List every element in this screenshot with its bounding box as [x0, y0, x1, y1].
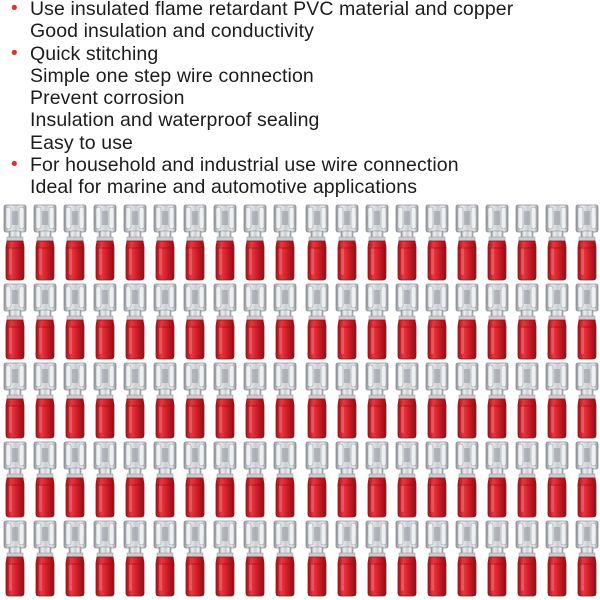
terminal-image — [214, 284, 236, 359]
feature-list — [11, 0, 600, 199]
terminal-image — [336, 205, 358, 280]
terminal-image — [124, 442, 146, 517]
terminal-image — [184, 205, 206, 280]
terminal-image — [154, 363, 176, 438]
terminal-image — [214, 442, 236, 517]
terminal-image — [366, 284, 388, 359]
terminal-image — [184, 521, 206, 596]
terminal-image — [336, 442, 358, 517]
terminal-image — [426, 521, 448, 596]
terminal-grid-image — [0, 203, 600, 600]
terminal-image — [306, 442, 328, 517]
terminal-image — [4, 284, 26, 359]
terminal-image — [396, 442, 418, 517]
terminal-image — [426, 205, 448, 280]
terminal-image — [244, 442, 266, 517]
terminal-image — [34, 521, 56, 596]
terminal-image — [396, 284, 418, 359]
terminal-image — [516, 521, 538, 596]
terminal-image — [214, 521, 236, 596]
feature-text: Simple one step wire connection — [30, 64, 314, 87]
terminal-image — [154, 205, 176, 280]
terminal-image — [184, 284, 206, 359]
terminal-image — [274, 521, 296, 596]
terminal-image — [366, 442, 388, 517]
feature-text: Good insulation and conductivity — [30, 20, 314, 43]
terminal-image — [306, 363, 328, 438]
terminal-image — [396, 363, 418, 438]
terminal-image — [426, 363, 448, 438]
terminal-image — [244, 363, 266, 438]
terminal-image — [366, 521, 388, 596]
terminal-image — [456, 205, 478, 280]
feature-text: For household and industrial use wire connection — [30, 154, 459, 177]
terminal-image — [336, 363, 358, 438]
terminal-image — [64, 363, 86, 438]
terminal-image — [396, 521, 418, 596]
feature-text: Prevent corrosion — [30, 87, 185, 110]
terminal-image — [154, 284, 176, 359]
terminal-image — [214, 205, 236, 280]
terminal-image — [516, 363, 538, 438]
feature-text: Quick stitching — [30, 42, 159, 65]
terminal-image — [456, 363, 478, 438]
terminal-image — [64, 284, 86, 359]
terminal-image — [64, 442, 86, 517]
terminal-image — [486, 521, 508, 596]
bullet-icon: • — [11, 0, 18, 19]
terminal-image — [274, 205, 296, 280]
terminal-image — [486, 442, 508, 517]
terminal-image — [214, 363, 236, 438]
terminal-image — [184, 363, 206, 438]
terminal-image — [244, 205, 266, 280]
terminal-grid-svg — [0, 203, 600, 600]
terminal-image — [546, 205, 568, 280]
terminal-image — [274, 363, 296, 438]
terminal-image — [94, 205, 116, 280]
terminal-image — [456, 521, 478, 596]
terminal-image — [34, 284, 56, 359]
terminal-image — [576, 284, 598, 359]
terminal-image — [124, 205, 146, 280]
terminal-image — [34, 442, 56, 517]
terminal-image — [184, 442, 206, 517]
terminal-image — [576, 521, 598, 596]
terminal-image — [94, 284, 116, 359]
terminal-image — [154, 442, 176, 517]
terminal-image — [94, 442, 116, 517]
terminal-image — [274, 284, 296, 359]
terminal-image — [274, 442, 296, 517]
terminal-image — [306, 284, 328, 359]
terminal-image — [546, 284, 568, 359]
terminal-image — [64, 205, 86, 280]
feature-item — [11, 154, 600, 199]
terminal-image — [244, 284, 266, 359]
terminal-image — [154, 521, 176, 596]
terminal-image — [4, 363, 26, 438]
terminal-image — [64, 521, 86, 596]
terminal-image — [366, 205, 388, 280]
terminal-image — [396, 205, 418, 280]
terminal-image — [546, 521, 568, 596]
terminal-image — [124, 284, 146, 359]
terminal-image — [426, 442, 448, 517]
terminal-image — [486, 284, 508, 359]
terminal-image — [576, 205, 598, 280]
terminal-image — [336, 284, 358, 359]
terminal-image — [34, 205, 56, 280]
terminal-image — [4, 442, 26, 517]
feature-item — [11, 42, 600, 154]
bullet-icon: • — [11, 42, 18, 64]
terminal-image — [546, 442, 568, 517]
terminal-image — [94, 363, 116, 438]
terminal-image — [124, 521, 146, 596]
terminal-image — [244, 521, 266, 596]
terminal-image — [94, 521, 116, 596]
terminal-image — [124, 363, 146, 438]
terminal-image — [546, 363, 568, 438]
terminal-image — [576, 363, 598, 438]
terminal-image — [306, 205, 328, 280]
feature-text: Insulation and waterproof sealing — [30, 109, 320, 132]
terminal-image — [4, 521, 26, 596]
terminal-image — [486, 363, 508, 438]
terminal-image — [336, 521, 358, 596]
terminal-image — [366, 363, 388, 438]
terminal-image — [456, 442, 478, 517]
terminal-image — [34, 363, 56, 438]
terminal-image — [456, 284, 478, 359]
bullet-icon: • — [11, 154, 18, 176]
feature-text: Ideal for marine and automotive applications — [30, 176, 418, 199]
terminal-image — [306, 521, 328, 596]
terminal-image — [576, 442, 598, 517]
terminal-image — [426, 284, 448, 359]
terminal-image — [486, 205, 508, 280]
terminal-image — [516, 442, 538, 517]
terminal-image — [4, 205, 26, 280]
feature-item — [11, 0, 600, 43]
feature-text: Easy to use — [30, 131, 133, 154]
terminal-image — [516, 284, 538, 359]
feature-text: Use insulated flame retardant PVC material and copper — [30, 0, 514, 20]
terminal-image — [516, 205, 538, 280]
